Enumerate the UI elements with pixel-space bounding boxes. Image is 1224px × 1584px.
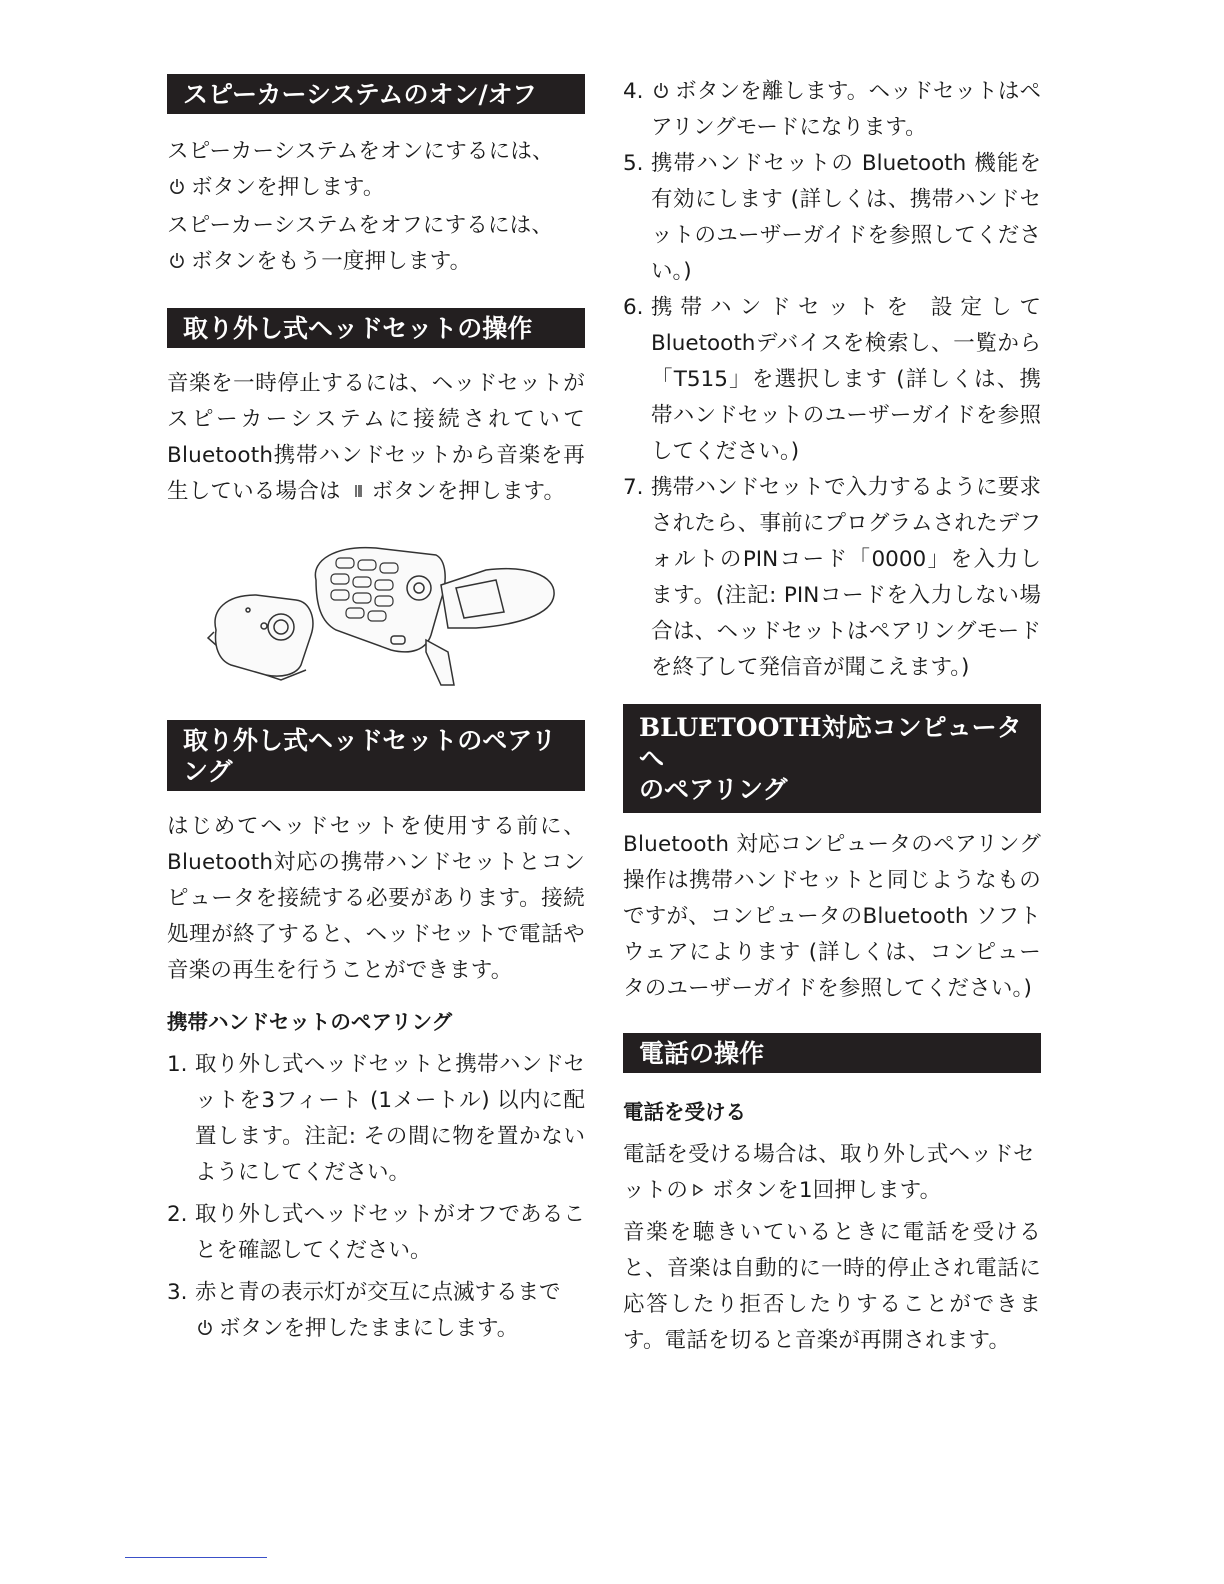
power-icon	[169, 252, 185, 270]
list-item: 7. 携帯ハンドセットで入力するように要求されたら、事前にプログラムされたデフォルトのPINコード「0000」を入力します。(注記: PINコードを入力しない場合は、ヘッドセットはペアリングモードを終了して発信音が聞こえます。)	[623, 475, 1041, 680]
list-item: 4. ボタンを離します。ヘッドセットはペアリングモードになります。	[623, 79, 1041, 140]
pairing-heading: 取り外し式ヘッドセットのペアリング	[167, 720, 585, 791]
computer-pairing-text: Bluetooth 対応コンピュータのペアリング操作は携帯ハンドセットと同じようなものですが、コンピュータのBluetooth ソフトウェアによります (詳しくは、コンピュータのユーザーガイドを参照してください。)	[623, 832, 1041, 1001]
speaker-off-text: スピーカーシステムをオフにするには、 ボタンをもう一度押します。	[167, 213, 554, 274]
right-column	[623, 74, 1041, 1359]
pairing-intro-text: はじめてヘッドセットを使用する前に、Bluetooth対応の携帯ハンドセットとコンピュータを接続する必要があります。接続処理が終了すると、ヘッドセットで電話や音楽の再生を行うことができます。	[167, 814, 585, 983]
phone-operation-heading: 電話の操作	[623, 1033, 1041, 1073]
list-item: 2. 取り外し式ヘッドセットがオフであることを確認してください。	[167, 1202, 585, 1263]
play-icon	[690, 1181, 706, 1199]
headset-and-phone-illustration	[186, 540, 566, 690]
computer-pairing-heading: BLUETOOTH対応コンピュータへ のペアリング	[623, 704, 1041, 813]
left-column	[167, 74, 585, 1347]
power-icon	[197, 1319, 213, 1337]
music-call-text: 音楽を聴きいているときに電話を受けると、音楽は自動的に一時的停止され電話に応答したり拒否したりすることができます。電話を切ると音楽が再開されます。	[623, 1220, 1041, 1353]
power-icon	[169, 178, 185, 196]
list-item: 1. 取り外し式ヘッドセットと携帯ハンドセットを3フィート (1メートル) 以内に配置します。注記: その間に物を置かないようにしてください。	[167, 1052, 585, 1185]
handset-pairing-subheading: 携帯ハンドセットのペアリング	[167, 1010, 453, 1034]
speaker-heading: スピーカーシステムのオン/オフ	[167, 74, 585, 114]
headset-operation-heading: 取り外し式ヘッドセットの操作	[167, 308, 585, 348]
power-icon	[653, 82, 669, 100]
list-item: 6. 携帯ハンドセットを 設定してBluetoothデバイスを検索し、一覧から「T515」を選択します (詳しくは、携帯ハンドセットのユーザーガイドを参照してください。)	[623, 295, 1041, 464]
speaker-on-text: スピーカーシステムをオンにするには、 ボタンを押します。	[167, 139, 554, 200]
pause-icon	[350, 482, 366, 500]
answer-call-subheading: 電話を受ける	[623, 1100, 746, 1124]
pairing-steps-list	[167, 1047, 585, 1347]
headset-operation-text: 音楽を一時停止するには、ヘッドセットがスピーカーシステムに接続されていてBluetooth携帯ハンドセットから音楽を再生している場合は ボタンを押します。	[167, 371, 585, 504]
list-item: 3. 赤と青の表示灯が交互に点滅するまで ボタンを押したままにします。	[167, 1280, 561, 1341]
list-item: 5. 携帯ハンドセットの Bluetooth 機能を有効にします (詳しくは、携帯ハンドセットのユーザーガイドを参照してください。)	[623, 151, 1041, 284]
pairing-steps-continued	[623, 74, 1041, 686]
footer-rule	[125, 1557, 267, 1558]
answer-call-text: 電話を受ける場合は、取り外し式ヘッドセットの ボタンを1回押します。	[623, 1142, 1035, 1203]
